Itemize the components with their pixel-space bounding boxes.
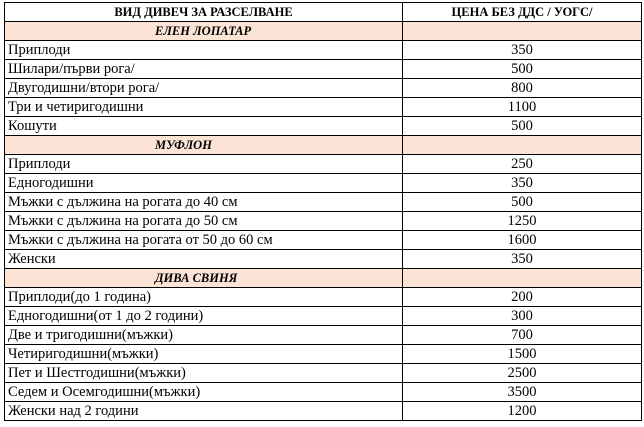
price-cell: 1600 xyxy=(403,231,642,250)
table-row xyxy=(5,383,642,402)
table-row xyxy=(5,345,642,364)
price-cell: 3500 xyxy=(403,383,642,402)
price-cell: 350 xyxy=(403,250,642,269)
price-table xyxy=(4,2,642,421)
table-row xyxy=(5,402,642,421)
section-header-row xyxy=(5,269,642,288)
table-row xyxy=(5,250,642,269)
game-type-cell: Женски над 2 години xyxy=(5,402,403,421)
table-row xyxy=(5,307,642,326)
column-header-game-type: ВИД ДИВЕЧ ЗА РАЗСЕЛВАНЕ xyxy=(5,3,403,22)
section-title: МУФЛОН xyxy=(5,136,403,155)
game-type-cell: Женски xyxy=(5,250,403,269)
table-row xyxy=(5,364,642,383)
game-type-cell: Три и четиригодишни xyxy=(5,98,403,117)
game-type-cell: Пет и Шестгодишни(мъжки) xyxy=(5,364,403,383)
game-type-cell: Едногодишни(от 1 до 2 години) xyxy=(5,307,403,326)
price-cell: 350 xyxy=(403,174,642,193)
game-type-cell: Мъжки с дължина на рогата до 50 см xyxy=(5,212,403,231)
section-header-row xyxy=(5,136,642,155)
column-header-price: ЦЕНА БЕЗ ДДС / УОГС/ xyxy=(403,3,642,22)
price-cell: 300 xyxy=(403,307,642,326)
price-cell: 1250 xyxy=(403,212,642,231)
table-row xyxy=(5,288,642,307)
game-type-cell: Мъжки с дължина на рогата от 50 до 60 см xyxy=(5,231,403,250)
game-type-cell: Приплоди xyxy=(5,41,403,60)
game-type-cell: Две и тригодишни(мъжки) xyxy=(5,326,403,345)
table-row xyxy=(5,212,642,231)
game-type-cell: Седем и Осемгодишни(мъжки) xyxy=(5,383,403,402)
game-type-cell: Мъжки с дължина на рогата до 40 см xyxy=(5,193,403,212)
game-type-cell: Приплоди xyxy=(5,155,403,174)
table-body xyxy=(5,22,642,421)
price-cell: 2500 xyxy=(403,364,642,383)
table-row xyxy=(5,193,642,212)
section-price-empty xyxy=(403,22,642,41)
table-row xyxy=(5,326,642,345)
section-title: ЕЛЕН ЛОПАТАР xyxy=(5,22,403,41)
price-cell: 1100 xyxy=(403,98,642,117)
price-cell: 800 xyxy=(403,79,642,98)
price-cell: 200 xyxy=(403,288,642,307)
table-row xyxy=(5,155,642,174)
table-row xyxy=(5,79,642,98)
price-cell: 500 xyxy=(403,60,642,79)
game-type-cell: Едногодишни xyxy=(5,174,403,193)
section-title: ДИВА СВИНЯ xyxy=(5,269,403,288)
price-cell: 1200 xyxy=(403,402,642,421)
table-row xyxy=(5,60,642,79)
price-cell: 500 xyxy=(403,193,642,212)
game-type-cell: Шилари/първи рога/ xyxy=(5,60,403,79)
game-type-cell: Двугодишни/втори рога/ xyxy=(5,79,403,98)
table-row xyxy=(5,231,642,250)
price-cell: 250 xyxy=(403,155,642,174)
game-type-cell: Кошути xyxy=(5,117,403,136)
price-cell: 1500 xyxy=(403,345,642,364)
price-cell: 350 xyxy=(403,41,642,60)
table-row xyxy=(5,41,642,60)
game-type-cell: Приплоди(до 1 година) xyxy=(5,288,403,307)
section-price-empty xyxy=(403,136,642,155)
table-row xyxy=(5,98,642,117)
game-type-cell: Четиригодишни(мъжки) xyxy=(5,345,403,364)
price-cell: 500 xyxy=(403,117,642,136)
price-cell: 700 xyxy=(403,326,642,345)
table-row xyxy=(5,174,642,193)
section-price-empty xyxy=(403,269,642,288)
section-header-row xyxy=(5,22,642,41)
table-header-row xyxy=(5,3,642,22)
table-row xyxy=(5,117,642,136)
